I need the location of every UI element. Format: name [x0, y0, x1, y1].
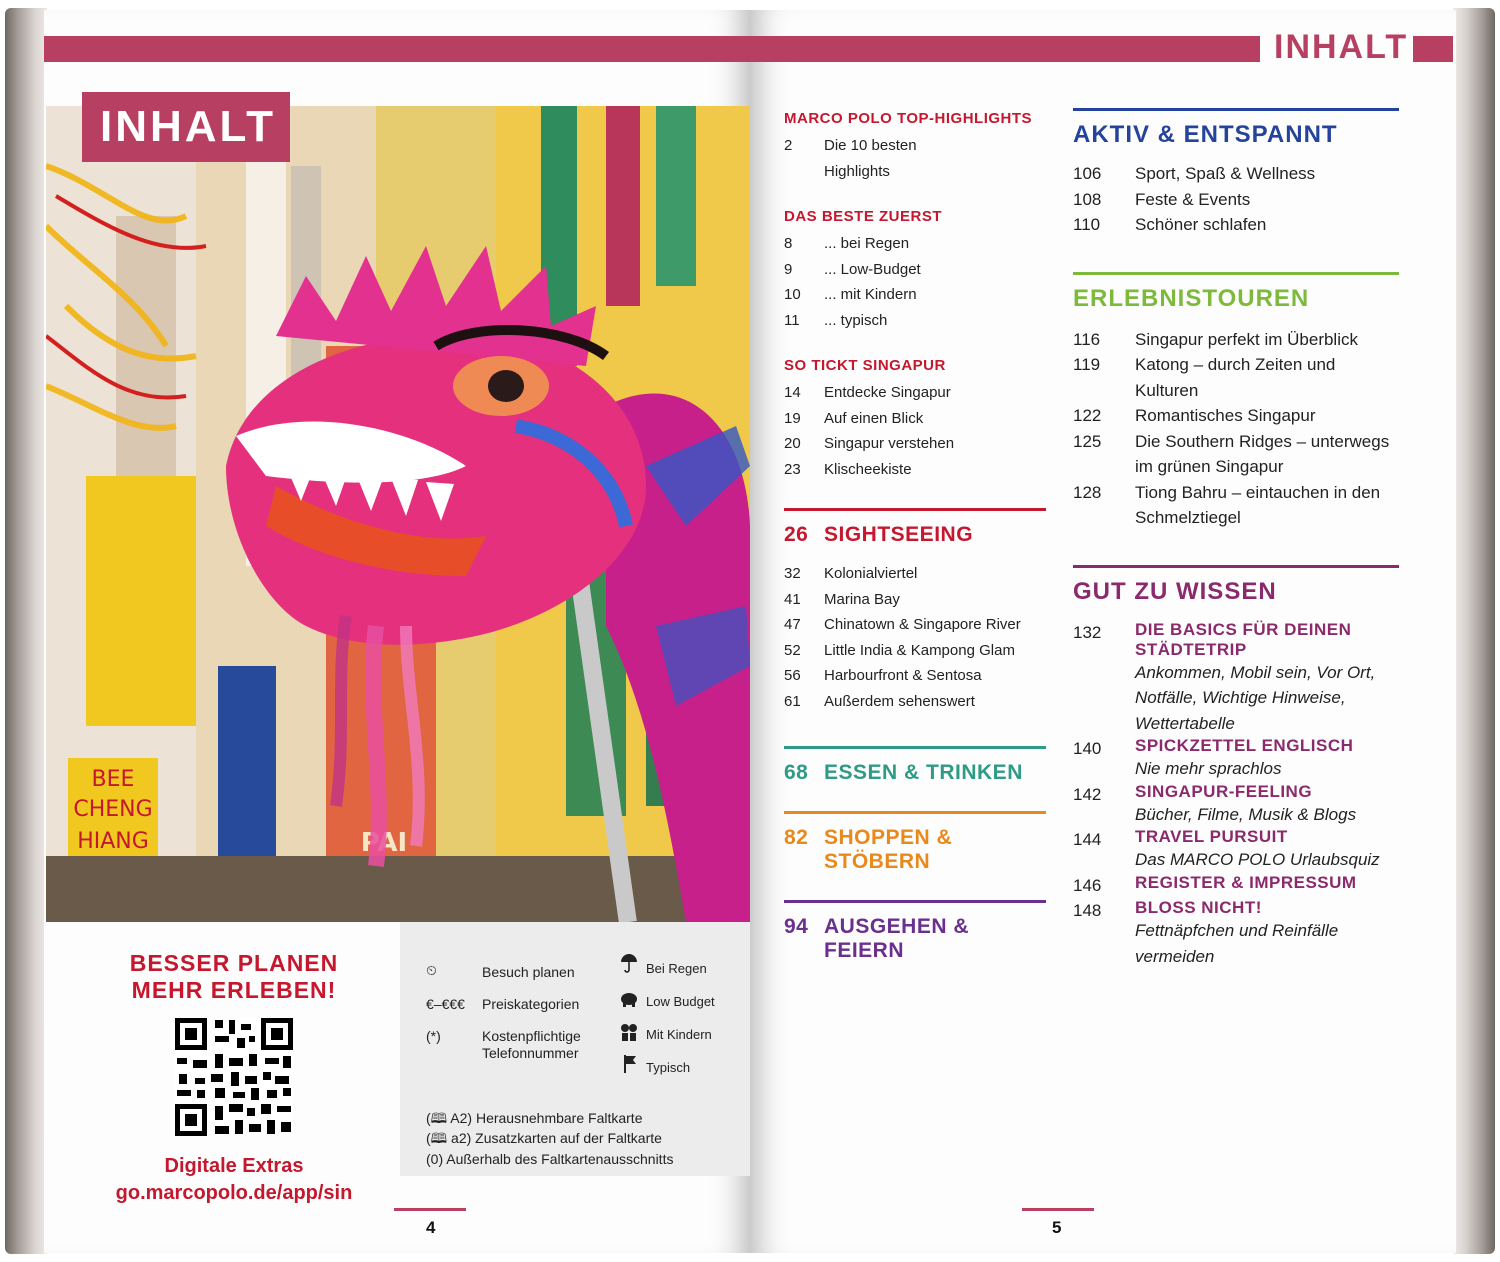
toc-entry-page: 47: [784, 616, 801, 633]
toc-entry-text: Singapur verstehen: [824, 435, 955, 452]
toc-entry[interactable]: [1073, 480, 1399, 531]
toc-entry[interactable]: [1073, 403, 1399, 429]
toc-entry-page: 11: [784, 311, 800, 329]
chapter-page: 26: [784, 523, 809, 546]
toc-entry[interactable]: [1073, 352, 1399, 403]
toc-section-entries: [784, 231, 1046, 333]
toc-entry-text: Marina Bay: [824, 590, 900, 608]
toc-entry[interactable]: [1073, 620, 1399, 737]
toc-entry[interactable]: [1073, 736, 1399, 782]
toc-entry-text: Chinatown & Singapore River: [824, 616, 1021, 633]
toc-entry-page: 8: [784, 235, 793, 252]
legend-icon-text: Mit Kindern: [646, 1027, 712, 1042]
toc-entry-page: 14: [784, 384, 801, 401]
toc-entry-body: [1135, 782, 1399, 828]
gut-zu-wissen-entries: [1073, 620, 1399, 970]
toc-entry[interactable]: [1073, 212, 1399, 238]
toc-entry-subtitle: Nie mehr sprachlos: [1135, 759, 1282, 778]
top-bar: [44, 36, 750, 62]
toc-entry[interactable]: [784, 282, 1046, 308]
toc-entry-body: [1135, 873, 1399, 899]
toc-entry-page: 116: [1073, 329, 1101, 349]
toc-entry-page: 125: [1073, 431, 1102, 451]
chapter-title: SIGHTSEEING: [824, 523, 974, 546]
toc-entry-page: 132: [1073, 622, 1102, 642]
toc-entry-page: 119: [1073, 355, 1101, 374]
toc-section-title: MARCO POLO TOP-HIGHLIGHTS: [784, 110, 1033, 127]
toc-entry[interactable]: [1073, 782, 1399, 828]
chapter-title: SHOPPEN & STÖBERN: [824, 826, 953, 873]
inhalt-title-box: INHALT: [82, 92, 290, 162]
page-number-rule: [394, 1208, 466, 1211]
toc-entry-subtitle: Das MARCO POLO Urlaubsquiz: [1135, 850, 1380, 869]
toc-entry-text: Auf einen Blick: [824, 409, 924, 427]
chapter-page: 68: [784, 761, 809, 784]
dragon-illustration: [46, 106, 750, 922]
small-sections: [784, 110, 1046, 482]
page-number: 5: [1052, 1218, 1062, 1237]
toc-entry-page: 10: [784, 286, 801, 303]
toc-entry-subtitle: Bücher, Filme, Musik & Blogs: [1135, 804, 1357, 824]
toc-entry-page: 148: [1073, 901, 1102, 920]
toc-entry-body: [1135, 736, 1399, 782]
toc-entry[interactable]: [1073, 827, 1399, 873]
app-url-link[interactable]: go.marcopolo.de/app/sin: [115, 1182, 353, 1204]
toc-entry-page: 122: [1073, 406, 1102, 425]
left-page: [44, 10, 750, 1253]
chapter-page: 94: [784, 915, 809, 938]
legend-icon-text: Bei Regen: [646, 961, 707, 976]
toc-entry-body: [1135, 898, 1399, 969]
map-note: (0) Außerhalb des Faltkartenausschnitts: [426, 1151, 674, 1167]
toc-entry[interactable]: [784, 638, 1046, 664]
book-edge-left: [5, 8, 47, 1254]
toc-entry-text: Kolonialviertel: [824, 565, 918, 582]
toc-entry-text: ... bei Regen: [824, 235, 910, 252]
toc-entry-page: 61: [784, 692, 801, 710]
toc-entry-title: REGISTER & IMPRESSUM: [1135, 872, 1357, 892]
toc-entry[interactable]: [784, 231, 1046, 257]
toc-entry-page: [784, 159, 824, 185]
toc-chapter-erlebnistouren[interactable]: ERLEBNISTOUREN: [1073, 272, 1399, 313]
toc-entry[interactable]: [784, 561, 1046, 587]
page-number-rule: [1022, 1208, 1094, 1211]
toc-entry-body: [1135, 620, 1399, 737]
flag-icon: [622, 1054, 638, 1074]
chapter-page: 82: [784, 826, 809, 849]
toc-entry-page: 144: [1073, 830, 1102, 849]
toc-entry-page: 128: [1073, 482, 1102, 502]
toc-entry[interactable]: [1073, 429, 1399, 480]
toc-entry-text: Klischeekiste: [824, 460, 912, 478]
toc-column-1: [784, 110, 1046, 963]
toc-entry-text: Schöner schlafen: [1135, 215, 1267, 234]
page-header: INHALT: [1274, 28, 1409, 66]
toc-chapter-sightseeing[interactable]: [784, 508, 1046, 547]
toc-chapter-essen[interactable]: [784, 746, 1046, 785]
toc-entry-text: Harbourfront & Sentosa: [824, 667, 982, 684]
toc-entry-page: 110: [1073, 215, 1101, 234]
toc-entry[interactable]: [784, 380, 1046, 406]
toc-entry-page: 108: [1073, 189, 1102, 209]
umbrella-icon: [620, 952, 638, 974]
piggy-bank-icon: [619, 990, 639, 1008]
toc-chapter-shoppen[interactable]: [784, 811, 1046, 874]
price-symbol: €–€€€: [426, 996, 465, 1012]
toc-entry-page: 140: [1073, 739, 1102, 758]
toc-entry-text: ... mit Kindern: [824, 286, 917, 303]
toc-entry-subtitle: Ankommen, Mobil sein, Vor Ort, Notfälle, Wichtige Hinweise, Wettertabelle: [1135, 662, 1376, 733]
sign-text: CHENG: [73, 797, 153, 822]
legend-icon-text: Typisch: [646, 1060, 691, 1075]
toc-entry[interactable]: [784, 457, 1046, 483]
toc-entry-page: 20: [784, 435, 801, 452]
sign-text: HIANG: [77, 829, 149, 854]
toc-entry-title: DIE BASICS FÜR DEINEN STÄDTETRIP: [1135, 619, 1352, 659]
toc-entry-text: Katong – durch Zeiten und Kulturen: [1135, 355, 1336, 400]
digital-extras-label: Digitale Extras: [164, 1155, 304, 1177]
toc-entry[interactable]: [1073, 161, 1399, 187]
chapter-title: AUSGEHEN & FEIERN: [824, 915, 970, 962]
legend-icon-text: Low Budget: [646, 994, 715, 1009]
toc-entry-subtitle: Fettnäpfchen und Reinfälle vermeiden: [1135, 921, 1339, 966]
sign-text: BEE: [91, 767, 135, 792]
map-note: (🕮 A2) Herausnehmbare Faltkarte: [426, 1110, 643, 1126]
toc-entry[interactable]: [1073, 327, 1399, 353]
toc-entry-title: TRAVEL PURSUIT: [1135, 827, 1288, 846]
toc-section-entries: [784, 133, 1046, 184]
toc-section-title: DAS BESTE ZUERST: [784, 208, 943, 225]
toc-entry-page: 52: [784, 641, 801, 659]
toc-chapter-ausgehen[interactable]: [784, 900, 1046, 963]
toc-section-entries: [784, 380, 1046, 482]
legend-text: Besuch planen: [482, 964, 575, 980]
toc-entry-page: 56: [784, 667, 801, 684]
toc-entry[interactable]: [784, 406, 1046, 432]
legend-text: Preiskategorien: [482, 996, 580, 1012]
toc-entry-text: Tiong Bahru – eintauchen in den Schmelztiegel: [1135, 482, 1381, 527]
toc-chapter-aktiv[interactable]: AKTIV & ENTSPANNT: [1073, 108, 1399, 149]
symbol-legend: [400, 922, 750, 1176]
toc-entry-body: [1135, 827, 1399, 873]
toc-entry[interactable]: [1073, 898, 1399, 969]
toc-entry[interactable]: [784, 133, 1046, 159]
chapter-title: ESSEN & TRINKEN: [824, 761, 1023, 784]
toc-entry-text: Feste & Events: [1135, 189, 1251, 209]
toc-entry-page: 142: [1073, 784, 1102, 804]
toc-entry-page: 23: [784, 460, 801, 478]
aktiv-entries: [1073, 161, 1399, 238]
toc-entry[interactable]: [784, 308, 1046, 334]
toc-entry-page: 19: [784, 409, 801, 427]
toc-entry-text: Außerdem sehenswert: [824, 692, 975, 710]
toc-entry-title: SPICKZETTEL ENGLISCH: [1135, 736, 1354, 755]
promo-line-2: MEHR ERLEBEN!: [131, 977, 337, 1003]
toc-entry-title: SINGAPUR-FEELING: [1135, 781, 1313, 801]
toc-entry[interactable]: [784, 431, 1046, 457]
top-bar-end: [1413, 36, 1453, 62]
children-icon: [619, 1022, 639, 1042]
toc-column-2: [1073, 108, 1399, 969]
sign-text: PAI: [360, 828, 408, 858]
toc-entry[interactable]: [784, 587, 1046, 613]
top-bar: [750, 36, 1260, 62]
promo-line-1: BESSER PLANEN: [129, 950, 339, 976]
clock-icon: ⏲: [426, 962, 437, 978]
right-page: [750, 10, 1456, 1253]
toc-entry-text: Highlights: [824, 162, 890, 180]
toc-entry[interactable]: [784, 257, 1046, 283]
toc-entry[interactable]: [784, 612, 1046, 638]
sightseeing-entries: [784, 561, 1046, 714]
toc-entry[interactable]: [1073, 873, 1399, 899]
toc-entry-page: 9: [784, 260, 793, 278]
toc-entry-page: 41: [784, 590, 801, 608]
toc-entry-page: 146: [1073, 875, 1102, 895]
asterisk-symbol: (*): [426, 1028, 441, 1044]
legend-text: Kostenpflichtige Telefonnummer: [482, 1028, 581, 1061]
toc-entry-title: BLOSS NICHT!: [1135, 898, 1262, 917]
qr-code-icon[interactable]: [175, 1018, 293, 1136]
toc-entry[interactable]: [784, 159, 1046, 185]
toc-entry-text: Little India & Kampong Glam: [824, 641, 1015, 659]
toc-entry[interactable]: [784, 689, 1046, 715]
page-number: 4: [426, 1218, 436, 1237]
map-note: (🕮 a2) Zusatzkarten auf der Faltkarte: [426, 1130, 662, 1146]
book-edge-right: [1453, 8, 1495, 1254]
dragon-photo: [46, 106, 750, 922]
promo-block: [84, 950, 384, 1207]
toc-entry-text: ... typisch: [824, 311, 888, 329]
toc-entry-page: 32: [784, 565, 801, 582]
toc-entry-text: ... Low-Budget: [824, 260, 921, 278]
toc-entry[interactable]: [784, 663, 1046, 689]
toc-chapter-gut-zu-wissen[interactable]: GUT ZU WISSEN: [1073, 565, 1399, 606]
toc-entry-text: Romantisches Singapur: [1135, 406, 1316, 425]
toc-entry-text: Singapur perfekt im Überblick: [1135, 329, 1358, 349]
toc-entry-text: Die Southern Ridges – unterwegs im grünen Singapur: [1135, 431, 1390, 476]
erlebnistouren-entries: [1073, 327, 1399, 531]
toc-entry-page: 2: [784, 137, 793, 154]
toc-entry-text: Die 10 besten: [824, 137, 917, 154]
toc-section-title: SO TICKT SINGAPUR: [784, 357, 946, 374]
toc-entry[interactable]: [1073, 187, 1399, 213]
toc-entry-text: Sport, Spaß & Wellness: [1135, 164, 1316, 183]
toc-entry-page: 106: [1073, 164, 1102, 183]
toc-entry-text: Entdecke Singapur: [824, 384, 951, 401]
